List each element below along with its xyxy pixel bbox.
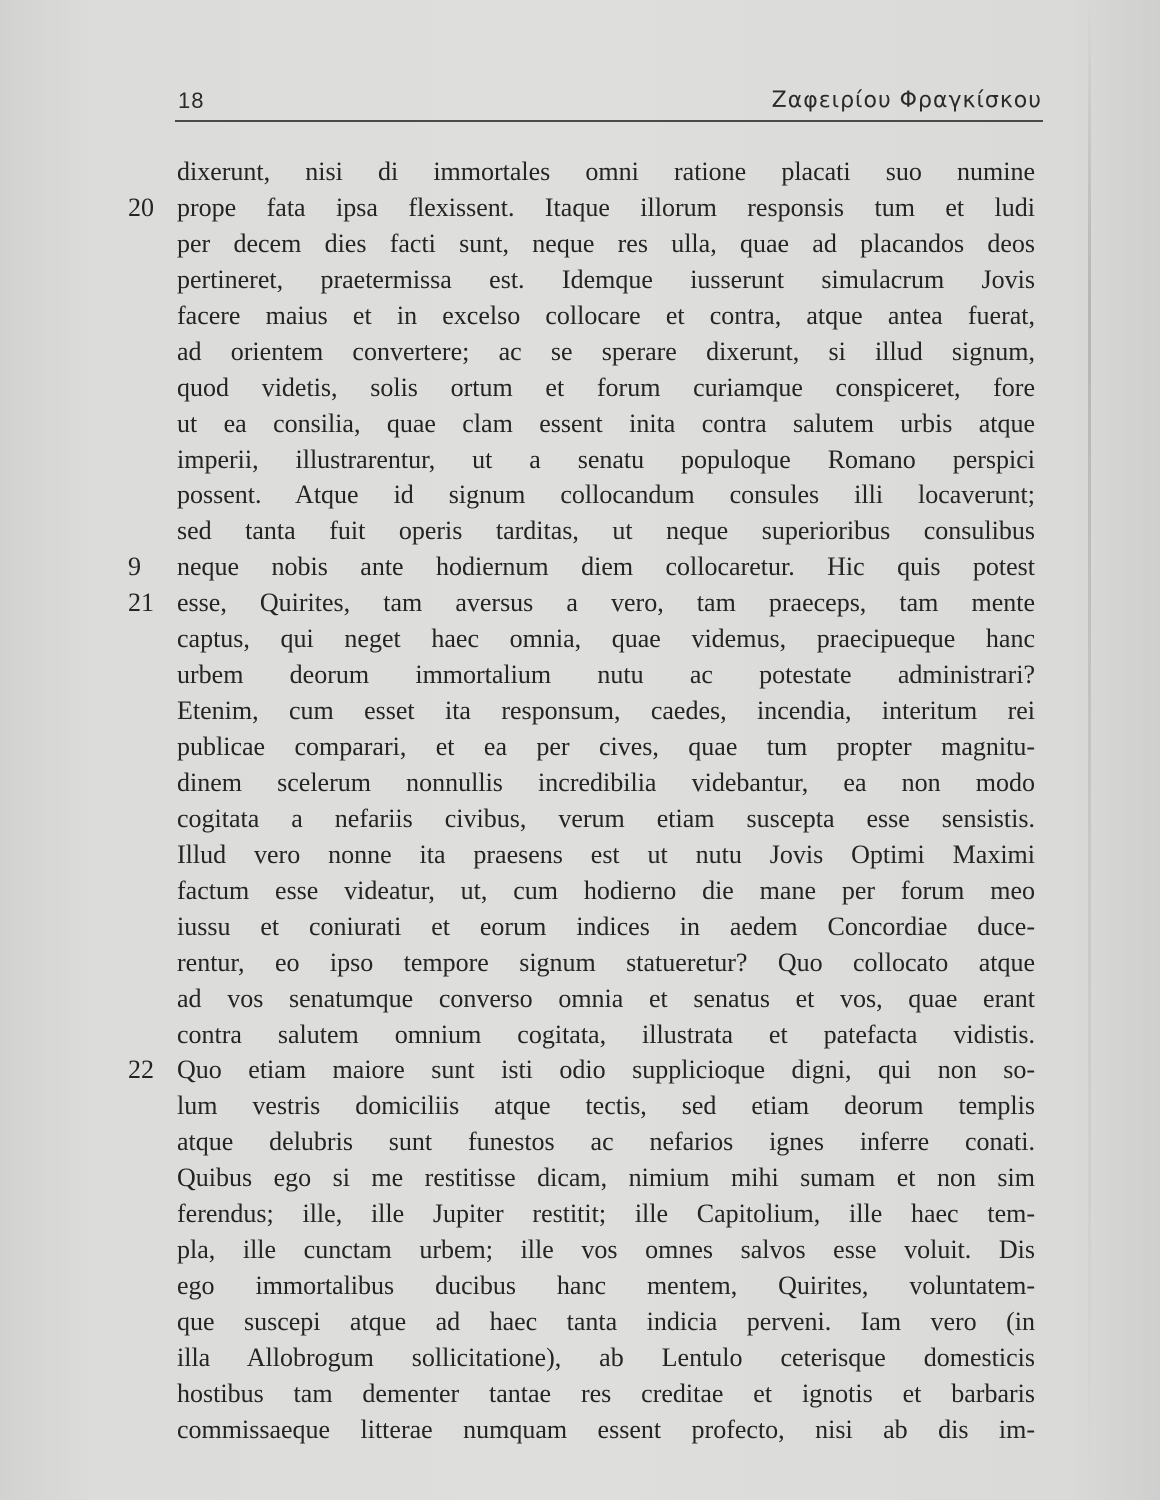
text-line [0,1304,1160,1340]
line-content: pla, ille cunctam urbem; ille vos omnes salvos esse voluit. Dis [177,1235,1035,1265]
line-text [177,1304,1035,1340]
line-content: ut ea consilia, quae clam essent inita contra salutem urbis atque [177,408,1035,438]
line-text [177,1160,1035,1196]
line-content: lum vestris domiciliis atque tectis, sed etiam deorum templis [177,1091,1035,1121]
text-line [0,262,1160,298]
line-text [177,154,1035,190]
line-text [177,981,1035,1017]
text-line [0,1124,1160,1160]
line-content: ad orientem convertere; ac se sperare dixerunt, si illud signum, [177,336,1035,366]
text-line [0,585,1160,621]
line-text [177,1268,1035,1304]
line-content: imperii, illustrarentur, ut a senatu populoque Romano perspici [177,444,1035,474]
line-content: facere maius et in excelso collocare et contra, atque antea fuerat, [177,300,1035,330]
line-text [177,1088,1035,1124]
line-content: ad vos senatumque converso omnia et senatus et vos, quae erant [177,983,1035,1013]
line-content: urbem deorum immortalium nutu ac potestate administrari? [177,660,1035,690]
line-content: rentur, eo ipso tempore signum statueretur? Quo collocato atque [177,947,1035,977]
line-content: hostibus tam dementer tantae res creditae et ignotis et barbaris [177,1378,1035,1408]
line-text [177,765,1035,801]
line-text [177,1340,1035,1376]
line-text [177,513,1035,549]
line-text [177,370,1035,406]
text-line [0,298,1160,334]
line-content: Etenim, cum esset ita responsum, caedes, incendia, interitum rei [177,696,1035,726]
line-content: quod videtis, solis ortum et forum curiamque conspiceret, fore [177,372,1035,402]
line-content: neque nobis ante hodiernum diem collocaretur. Hic quis potest [177,552,1035,582]
body-text [0,154,1160,1448]
text-line [0,729,1160,765]
line-text [177,190,1035,226]
line-text [177,298,1035,334]
line-content: Illud vero nonne ita praesens est ut nutu Jovis Optimi Maximi [177,839,1035,869]
line-text [177,549,1035,585]
text-line [0,837,1160,873]
line-text [177,909,1035,945]
text-line [0,1232,1160,1268]
line-text [177,262,1035,298]
line-content: Quibus ego si me restitisse dicam, nimium mihi sumam et non sim [177,1163,1035,1193]
line-content: possent. Atque id signum collocandum consules illi locaverunt; [177,480,1035,510]
text-line [0,1268,1160,1304]
line-text [177,1376,1035,1412]
line-text [177,442,1035,478]
text-line [0,1052,1160,1088]
line-text [177,406,1035,442]
line-text [177,657,1035,693]
line-content: dinem scelerum nonnullis incredibilia videbantur, ea non modo [177,767,1035,797]
page-number: 18 [178,88,205,113]
text-line [0,370,1160,406]
text-line [0,154,1160,190]
line-text [177,1052,1035,1088]
line-number: 9 [128,552,141,582]
running-title: Ζαφειρίου Φραγκίσκου [771,88,1042,113]
text-line [0,477,1160,513]
line-text [177,1017,1035,1053]
line-content: esse, Quirites, tam aversus a vero, tam praeceps, tam mente [177,588,1035,618]
line-content: sed tanta fuit operis tarditas, ut neque superioribus consulibus [177,516,1035,546]
text-line [0,657,1160,693]
line-text [177,226,1035,262]
line-text [177,621,1035,657]
line-content: contra salutem omnium cogitata, illustrata et patefacta vidistis. [177,1019,1035,1049]
text-line [0,1412,1160,1448]
text-line [0,621,1160,657]
line-content: per decem dies facti sunt, neque res ulla, quae ad placandos deos [177,228,1035,258]
line-text [177,1124,1035,1160]
text-line [0,945,1160,981]
text-line [0,334,1160,370]
text-line [0,406,1160,442]
text-line [0,513,1160,549]
text-line [0,1088,1160,1124]
line-text [177,945,1035,981]
text-line [0,190,1160,226]
text-line [0,765,1160,801]
running-head [178,84,1042,118]
text-line [0,1196,1160,1232]
text-line [0,226,1160,262]
line-content: commissaeque litterae numquam essent profecto, nisi ab dis im- [177,1414,1035,1444]
line-text [177,585,1035,621]
text-line [0,981,1160,1017]
line-text [177,693,1035,729]
text-line [0,909,1160,945]
text-line [0,1340,1160,1376]
text-line [0,873,1160,909]
header-rule [175,120,1043,122]
text-line [0,442,1160,478]
line-content: dixerunt, nisi di immortales omni ratione placati suo numine [177,157,1035,186]
text-line [0,1017,1160,1053]
line-content: ferendus; ille, ille Jupiter restitit; ille Capitolium, ille haec tem- [177,1199,1035,1229]
line-number: 21 [128,588,154,618]
line-content: factum esse videatur, ut, cum hodierno die mane per forum meo [177,875,1035,905]
line-content: captus, qui neget haec omnia, quae videmus, praecipueque hanc [177,624,1035,654]
line-number: 20 [128,192,154,222]
line-content: que suscepi atque ad haec tanta indicia perveni. Iam vero (in [177,1307,1035,1336]
line-text [177,477,1035,513]
line-text [177,1196,1035,1232]
text-line [0,801,1160,837]
line-text [177,1412,1035,1448]
text-line [0,1376,1160,1412]
line-text [177,729,1035,765]
line-content: ego immortalibus ducibus hanc mentem, Quirites, voluntatem- [177,1271,1035,1301]
line-text [177,1232,1035,1268]
text-line [0,549,1160,585]
text-line [0,1160,1160,1196]
line-content: pertineret, praetermissa est. Idemque iusserunt simulacrum Jovis [177,264,1035,294]
line-content: illa Allobrogum sollicitatione), ab Lentulo ceterisque domesticis [177,1342,1035,1372]
line-text [177,334,1035,370]
line-content: prope fata ipsa flexissent. Itaque illorum responsis tum et ludi [177,192,1035,222]
line-text [177,873,1035,909]
line-content: cogitata a nefariis civibus, verum etiam suscepta esse sensistis. [177,803,1035,833]
text-line [0,693,1160,729]
line-text [177,801,1035,837]
line-number: 22 [128,1055,154,1085]
line-text [177,837,1035,873]
line-content: iussu et coniurati et eorum indices in aedem Concordiae duce- [177,911,1035,941]
line-content: atque delubris sunt funestos ac nefarios ignes inferre conati. [177,1127,1035,1157]
line-content: Quo etiam maiore sunt isti odio supplicioque digni, qui non so- [177,1055,1035,1085]
line-content: publicae comparari, et ea per cives, quae tum propter magnitu- [177,732,1035,761]
